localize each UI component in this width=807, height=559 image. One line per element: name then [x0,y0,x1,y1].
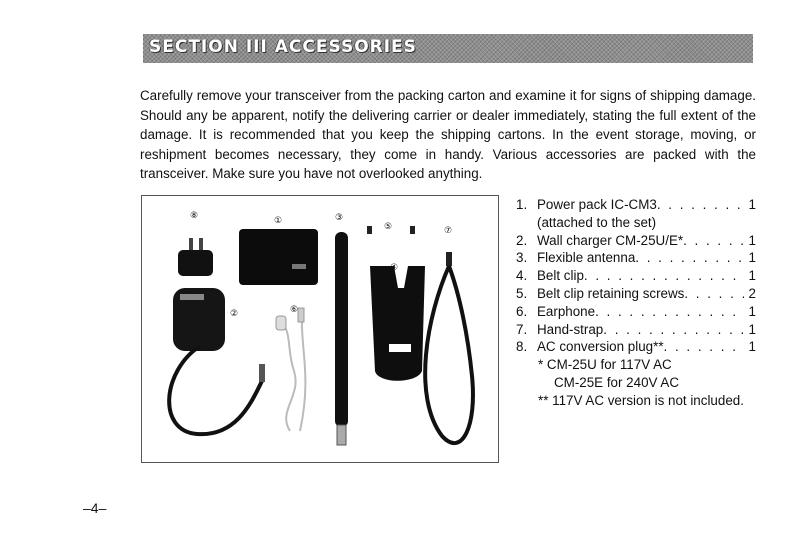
footnote-plug: ** 117V AC version is not included. [538,392,744,408]
callout-4: ④ [390,263,399,273]
list-item: 7. Hand-strap . . . 1 [516,321,756,339]
callout-8: ⑧ [190,211,199,221]
footnote-charger-us: * CM-25U for 117V AC [538,357,672,373]
list-item: 5. Belt clip retaining screws . . . 2 [516,285,756,303]
list-item: 8. AC conversion plug** . . . 1 [516,338,756,356]
hand-strap-image [425,252,473,443]
footnote-charger-eu: CM-25E for 240V AC [554,374,680,390]
belt-clip-image [370,266,425,381]
list-item: 1. Power pack IC-CM3 . . . 1 [516,196,756,214]
wall-charger-image [169,288,265,434]
callout-5: ⑤ [384,222,393,232]
power-pack-image [239,229,318,285]
callout-2: ② [230,309,239,319]
callout-6: ⑥ [290,305,299,315]
callout-3: ③ [335,213,344,223]
section-title: SECTION III ACCESSORIES [149,37,417,57]
list-item: 2. Wall charger CM-25U/E* . . . 1 [516,232,756,250]
list-item: 6. Earphone . . . 1 [516,303,756,321]
page-number: –4– [83,500,107,516]
list-item: 3. Flexible antenna . . . 1 [516,249,756,267]
list-item-sub: (attached to the set) [537,214,657,230]
callout-1: ① [274,216,283,226]
section-banner [143,34,753,63]
accessories-list [516,196,756,410]
antenna-image [335,232,348,445]
callout-7: ⑦ [444,226,453,236]
ac-plug-image [178,238,213,276]
intro-paragraph: Carefully remove your transceiver from the packing carton and examine it for signs of shipping damage. Should any be apparent, notify the delivering carrier or dealer immediately, stating the full extent of the damage. It is recommended that you keep the shipping cartons. In the event storage, moving, or reshipment becomes necessary, they come in handy. Various accessories are packed with the transceiver. Make sure you have not overlooked anything. [140,88,756,181]
accessories-photo [141,195,499,463]
list-item: 4. Belt clip . . . 1 [516,267,756,285]
earphone-image [276,308,305,431]
